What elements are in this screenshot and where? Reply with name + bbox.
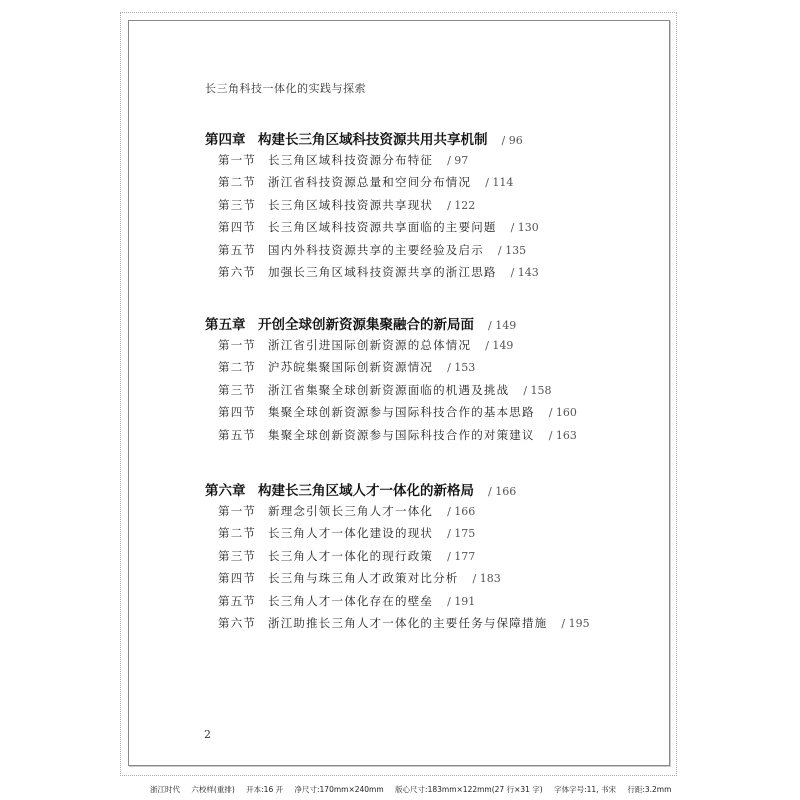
section-page: / 160 xyxy=(548,406,577,420)
section-page: / 158 xyxy=(523,383,552,397)
section-page: / 183 xyxy=(472,572,501,586)
section-title: 长三角区域科技资源共享面临的主要问题 xyxy=(268,220,497,235)
section-title: 浙江省引进国际创新资源的总体情况 xyxy=(268,338,472,352)
section-page: / 191 xyxy=(447,594,476,608)
section-title: 长三角区域科技资源分布特征 xyxy=(268,153,434,167)
footer-item: 六校样(重排) xyxy=(191,785,235,794)
section-label: 第二节 xyxy=(218,526,257,541)
section-page: / 175 xyxy=(447,527,476,541)
toc-section-entry xyxy=(218,174,513,190)
footer-item: 版心尺寸:183mm×122mm(27 行×31 字) xyxy=(395,785,543,794)
toc-section-entry xyxy=(218,548,475,564)
section-page: / 166 xyxy=(447,505,476,518)
chapter-label: 第六章 xyxy=(205,483,246,499)
section-title: 国内外科技资源共享的主要经验及启示 xyxy=(268,242,484,257)
toc-section-entry xyxy=(218,337,513,353)
section-title: 长三角人才一体化的现行政策 xyxy=(268,548,434,563)
section-page: / 122 xyxy=(447,198,476,212)
section-label: 第一节 xyxy=(218,153,257,167)
chapter-title: 构建长三角区域科技资源共用共享机制 xyxy=(258,132,488,148)
toc-section-entry xyxy=(218,615,590,631)
section-page: / 97 xyxy=(447,154,469,167)
footer-item: 净尺寸:170mm×240mm xyxy=(294,785,384,794)
section-label: 第六节 xyxy=(218,265,257,279)
toc-section-entry xyxy=(218,404,577,420)
section-label: 第六节 xyxy=(218,616,257,630)
section-title: 浙江助推长三角人才一体化的主要任务与保障措施 xyxy=(268,616,548,630)
section-title: 长三角人才一体化建设的现状 xyxy=(268,526,434,541)
toc-section-entry xyxy=(218,264,539,280)
toc-section-entry xyxy=(218,219,539,235)
toc-section-entry xyxy=(218,359,475,375)
section-title: 长三角人才一体化存在的壁垒 xyxy=(268,593,434,608)
section-label: 第四节 xyxy=(218,220,257,235)
section-label: 第四节 xyxy=(218,571,257,586)
section-page: / 143 xyxy=(510,266,539,279)
toc-section-entry xyxy=(218,152,468,168)
toc-section-entry xyxy=(218,242,526,258)
section-page: / 130 xyxy=(510,221,539,235)
section-label: 第二节 xyxy=(218,175,257,190)
chapter-label: 第五章 xyxy=(205,317,246,333)
section-label: 第五节 xyxy=(218,242,257,257)
toc-section-entry xyxy=(218,503,475,519)
section-page: / 114 xyxy=(485,176,514,190)
section-title: 浙江省科技资源总量和空间分布情况 xyxy=(268,175,472,190)
toc-section-entry xyxy=(218,593,475,609)
chapter-title: 构建长三角区域人才一体化的新格局 xyxy=(258,483,474,499)
section-title: 长三角与珠三角人才政策对比分析 xyxy=(268,571,459,586)
chapter-label: 第四章 xyxy=(205,132,246,148)
section-title: 沪苏皖集聚国际创新资源情况 xyxy=(268,360,434,375)
toc-section-entry xyxy=(218,382,552,398)
footer-item: 字体字号:11, 书宋 xyxy=(554,785,616,794)
section-label: 第三节 xyxy=(218,197,257,212)
section-title: 集聚全球创新资源参与国际科技合作的基本思路 xyxy=(268,405,535,420)
toc-section-entry xyxy=(218,427,577,443)
toc-chapter-entry xyxy=(205,128,523,148)
chapter-page: / 96 xyxy=(501,134,523,147)
section-label: 第四节 xyxy=(218,405,257,420)
running-head: 长三角科技一体化的实践与探索 xyxy=(205,82,366,95)
footer-item: 浙江时代 xyxy=(150,785,180,794)
chapter-page: / 149 xyxy=(488,319,517,332)
toc-section-entry xyxy=(218,197,475,213)
section-title: 浙江省集聚全球创新资源面临的机遇及挑战 xyxy=(268,382,510,397)
section-label: 第二节 xyxy=(218,360,257,375)
chapter-page: / 166 xyxy=(488,485,517,498)
section-page: / 135 xyxy=(497,243,527,257)
section-label: 第三节 xyxy=(218,548,257,563)
toc-section-entry xyxy=(218,525,475,541)
section-title: 集聚全球创新资源参与国际科技合作的对策建议 xyxy=(268,427,535,442)
toc-chapter-entry xyxy=(205,479,516,499)
toc-section-entry xyxy=(218,570,501,586)
chapter-title: 开创全球创新资源集聚融合的新局面 xyxy=(258,317,474,333)
section-label: 第一节 xyxy=(218,504,257,518)
toc-chapter-entry xyxy=(205,313,516,333)
footer-item: 开本:16 开 xyxy=(246,785,284,794)
section-label: 第五节 xyxy=(218,427,257,442)
section-page: / 177 xyxy=(447,549,476,563)
print-info-footer xyxy=(150,784,680,795)
section-page: / 195 xyxy=(561,617,590,630)
section-label: 第五节 xyxy=(218,593,257,608)
section-label: 第三节 xyxy=(218,382,257,397)
section-page: / 163 xyxy=(548,428,577,442)
page-number: 2 xyxy=(204,728,211,741)
section-page: / 149 xyxy=(485,339,514,352)
section-title: 新理念引领长三角人才一体化 xyxy=(268,504,434,518)
section-label: 第一节 xyxy=(218,338,257,352)
section-title: 长三角区域科技资源共享现状 xyxy=(268,197,434,212)
footer-item: 行距:3.2mm xyxy=(627,785,672,794)
section-page: / 153 xyxy=(447,361,476,375)
section-title: 加强长三角区域科技资源共享的浙江思路 xyxy=(268,265,497,279)
